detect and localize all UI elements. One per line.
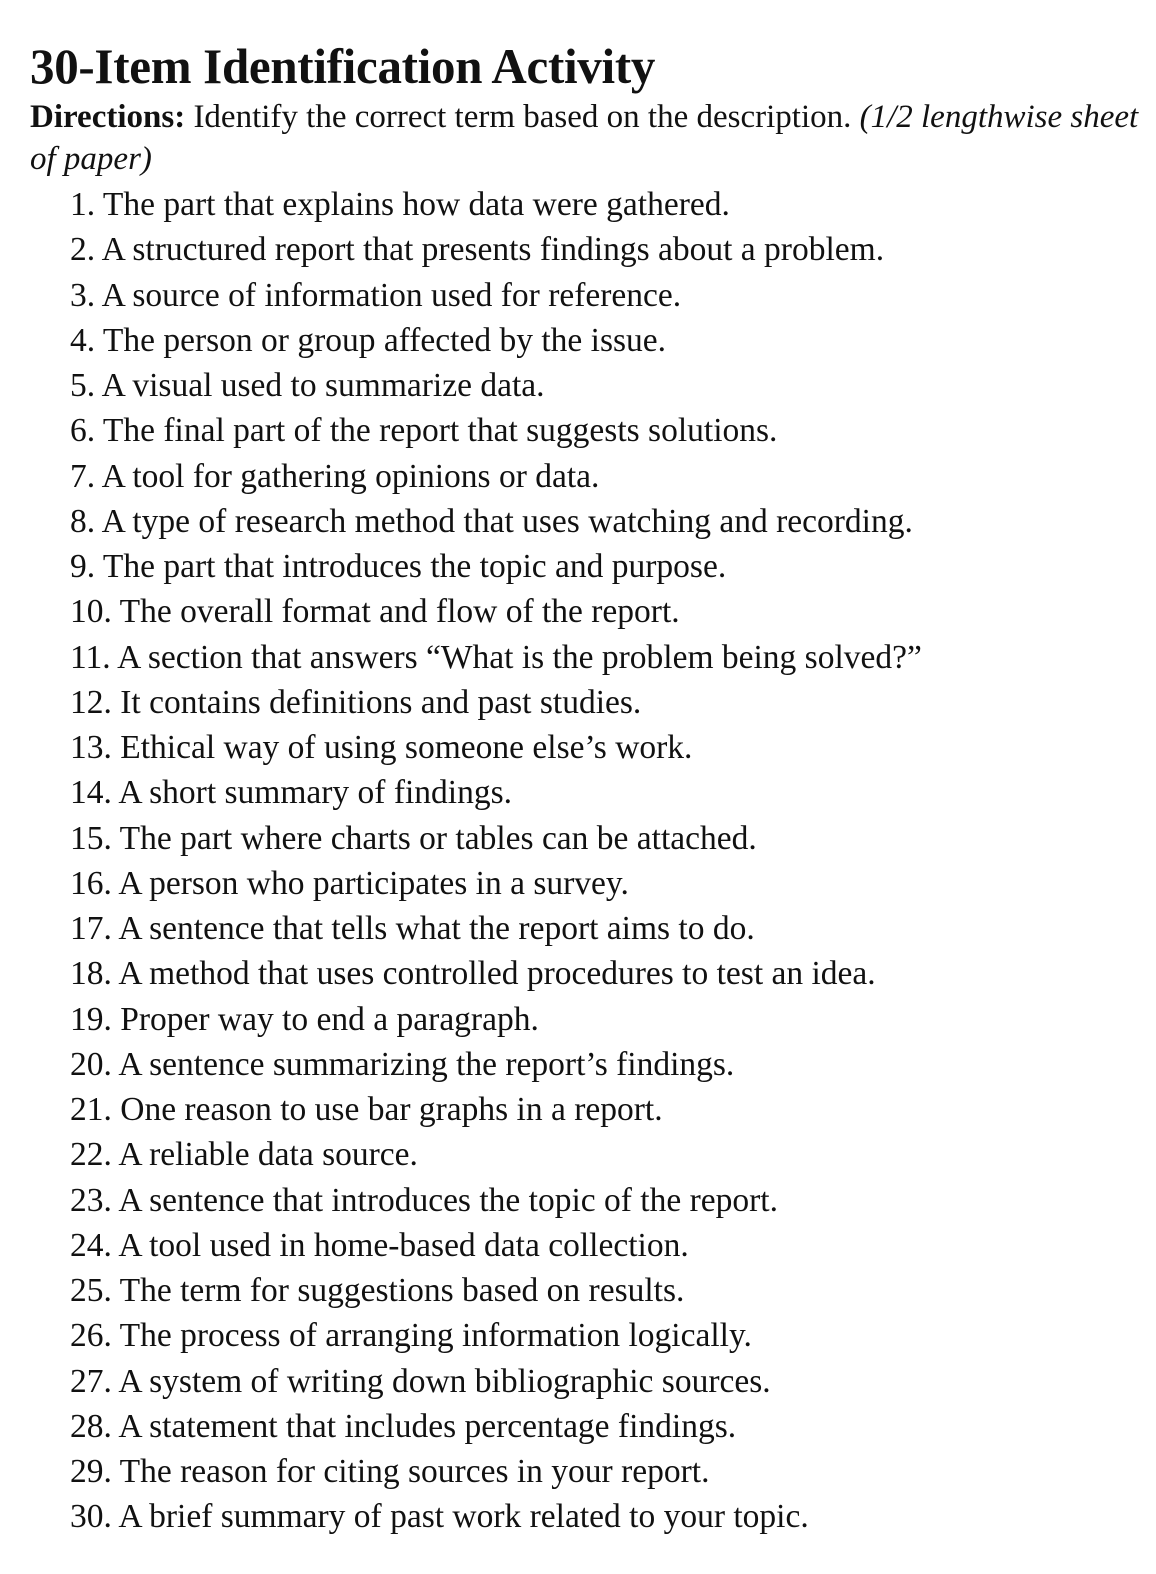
item-text: A sentence summarizing the report’s findings. bbox=[118, 1045, 735, 1083]
item-text: It contains definitions and past studies. bbox=[120, 683, 642, 721]
item-number: 16. bbox=[70, 864, 112, 902]
item-number: 27. bbox=[70, 1362, 112, 1400]
item-number: 9. bbox=[70, 548, 96, 585]
list-item bbox=[70, 363, 922, 408]
item-text: The term for suggestions based on results. bbox=[119, 1272, 685, 1309]
list-item bbox=[70, 227, 922, 272]
item-number: 3. bbox=[70, 276, 96, 314]
page-title: 30-Item Identification Activity bbox=[30, 38, 656, 94]
item-number: 17. bbox=[70, 910, 112, 947]
item-text: The reason for citing sources in your report. bbox=[119, 1453, 710, 1490]
item-text: A tool used in home-based data collection. bbox=[118, 1226, 689, 1264]
list-item bbox=[70, 725, 922, 770]
item-number: 25. bbox=[70, 1272, 112, 1309]
item-text: A source of information used for reference. bbox=[101, 276, 682, 314]
item-number: 24. bbox=[70, 1226, 112, 1264]
item-number: 20. bbox=[70, 1045, 112, 1083]
item-number: 1. bbox=[70, 186, 96, 223]
item-number: 10. bbox=[70, 593, 112, 631]
item-number: 2. bbox=[70, 231, 96, 269]
list-item bbox=[70, 770, 922, 815]
list-item bbox=[70, 1268, 922, 1313]
list-item bbox=[70, 635, 922, 680]
list-item bbox=[70, 273, 922, 318]
item-number: 18. bbox=[70, 955, 112, 993]
item-number: 5. bbox=[70, 367, 96, 404]
list-item bbox=[70, 680, 922, 725]
directions bbox=[30, 96, 1150, 180]
item-text: Proper way to end a paragraph. bbox=[120, 1000, 539, 1038]
item-number: 14. bbox=[70, 774, 112, 812]
item-number: 30. bbox=[70, 1498, 112, 1536]
list-item bbox=[70, 1042, 922, 1087]
list-item bbox=[70, 1132, 922, 1177]
list-item bbox=[70, 1359, 922, 1404]
directions-label: Directions: bbox=[30, 99, 186, 135]
item-number: 22. bbox=[70, 1136, 112, 1174]
item-text: The part that introduces the topic and purpose. bbox=[102, 548, 727, 585]
item-number: 15. bbox=[70, 819, 112, 857]
item-text: One reason to use bar graphs in a report. bbox=[120, 1091, 663, 1128]
item-text: A visual used to summarize data. bbox=[101, 367, 545, 404]
item-text: A section that answers “What is the problem being solved?” bbox=[117, 638, 922, 676]
item-text: The final part of the report that suggests solutions. bbox=[102, 412, 778, 450]
item-number: 19. bbox=[70, 1000, 112, 1038]
item-number: 26. bbox=[70, 1317, 112, 1355]
item-number: 7. bbox=[70, 457, 96, 495]
item-number: 12. bbox=[70, 683, 112, 721]
item-text: A sentence that introduces the topic of the report. bbox=[118, 1181, 778, 1219]
item-number: 29. bbox=[70, 1453, 112, 1490]
item-text: The person or group affected by the issue. bbox=[102, 321, 667, 359]
item-number: 4. bbox=[70, 321, 96, 359]
list-item bbox=[70, 951, 922, 996]
item-text: A type of research method that uses watching and recording. bbox=[101, 502, 913, 540]
item-text: A brief summary of past work related to your topic. bbox=[118, 1498, 809, 1536]
list-item bbox=[70, 997, 922, 1042]
item-text: The part that explains how data were gathered. bbox=[102, 186, 730, 223]
list-item bbox=[70, 1494, 922, 1539]
item-number: 13. bbox=[70, 729, 112, 766]
item-text: A method that uses controlled procedures to test an idea. bbox=[118, 955, 876, 993]
item-list bbox=[70, 182, 922, 1540]
item-text: A sentence that tells what the report aims to do. bbox=[118, 910, 755, 947]
item-text: A system of writing down bibliographic sources. bbox=[118, 1362, 771, 1400]
list-item bbox=[70, 1178, 922, 1223]
list-item bbox=[70, 906, 922, 951]
item-text: A short summary of findings. bbox=[118, 774, 513, 812]
item-text: A structured report that presents findings about a problem. bbox=[101, 231, 885, 269]
item-number: 28. bbox=[70, 1407, 112, 1445]
item-number: 23. bbox=[70, 1181, 112, 1219]
list-item bbox=[70, 499, 922, 544]
list-item bbox=[70, 454, 922, 499]
list-item bbox=[70, 816, 922, 861]
item-text: The part where charts or tables can be attached. bbox=[119, 819, 757, 857]
list-item bbox=[70, 589, 922, 634]
item-text: A statement that includes percentage findings. bbox=[118, 1407, 737, 1445]
list-item bbox=[70, 1223, 922, 1268]
list-item bbox=[70, 861, 922, 906]
item-number: 8. bbox=[70, 502, 96, 540]
list-item bbox=[70, 318, 922, 363]
item-text: The overall format and flow of the report. bbox=[119, 593, 680, 631]
item-number: 11. bbox=[70, 638, 111, 676]
directions-note: (1/2 lengthwise sheet of paper) bbox=[30, 99, 1139, 177]
list-item bbox=[70, 544, 922, 589]
list-item bbox=[70, 1404, 922, 1449]
list-item bbox=[70, 1313, 922, 1358]
item-text: Ethical way of using someone else’s work. bbox=[120, 729, 693, 766]
list-item bbox=[70, 1449, 922, 1494]
list-item bbox=[70, 408, 922, 453]
directions-text: Identify the correct term based on the description. bbox=[185, 99, 860, 135]
item-number: 21. bbox=[70, 1091, 112, 1128]
item-text: A reliable data source. bbox=[118, 1136, 418, 1174]
item-text: The process of arranging information logically. bbox=[119, 1317, 752, 1355]
list-item bbox=[70, 1087, 922, 1132]
item-number: 6. bbox=[70, 412, 96, 450]
list-item bbox=[70, 182, 922, 227]
item-text: A tool for gathering opinions or data. bbox=[101, 457, 600, 495]
item-text: A person who participates in a survey. bbox=[118, 864, 629, 902]
